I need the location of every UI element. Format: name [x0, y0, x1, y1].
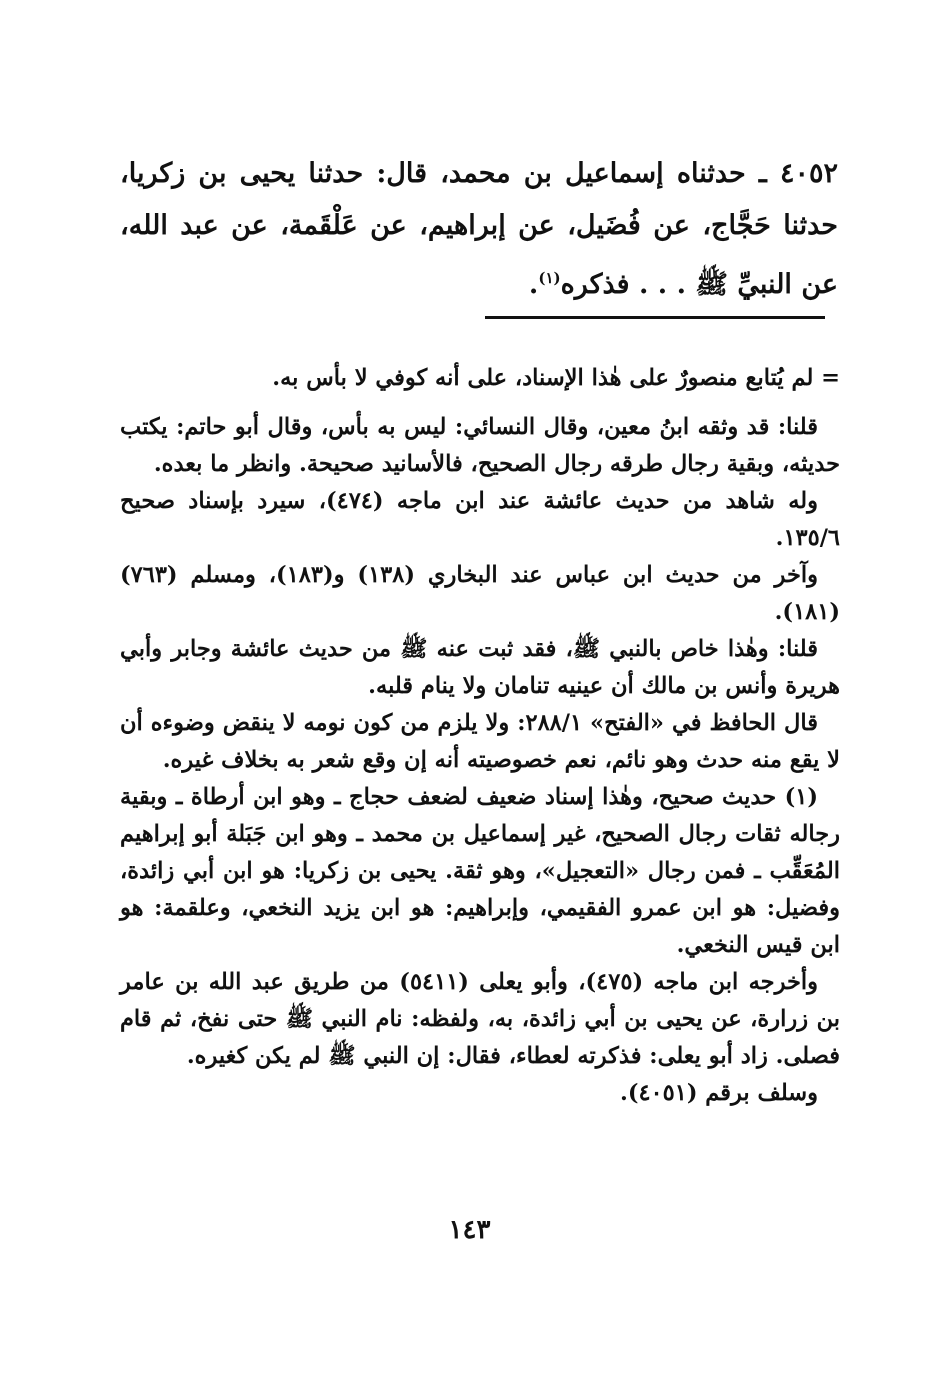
footnote-ref: (١)	[538, 269, 561, 287]
footnote-1: (١) حديث صحيح، وهٰذا إسناد ضعيف لضعف حجاج ـ وهو ابن أرطاة ـ وبقية رجاله ثقات رجال الصحيح، غير إسماعيل بن محمد ـ وهو ابن جَبَلة أبو إبراهيم المُعَقِّب ـ فمن رجال «التعجيل»، وهو ثقة. يحيى بن زكريا: هو ابن أبي زائدة، وفضيل: هو ابن عمرو الفقيمي، وإبراهيم: هو ابن يزيد النخعي، وعلقمة: هو ابن قيس النخعي.	[120, 784, 840, 958]
footnote-paragraph: قلنا: قد وثقه ابنُ معين، وقال النسائي: ليس به بأس، وقال أبو حاتم: يكتب حديثه، وبقية رجال طرقه رجال الصحيح، فالأسانيد صحيحة. وانظر ما بعده.	[120, 414, 840, 477]
footnote-paragraph: وسلف برقم (٤٠٥١).	[619, 1080, 818, 1106]
hadith-text: ٤٠٥٢ ـ حدثناه إسماعيل بن محمد، قال: حدثنا يحيى بن زكريا، حدثنا حَجَّاج، عن فُضَيل، عن إبراهيم، عن عَلْقَمة، عن عبد الله، عن النبيِّ ﷺ . . . فذكره$^{(١)}$.	[120, 158, 838, 300]
footnote-paragraph: وآخر من حديث ابن عباس عند البخاري (١٣٨) و(١٨٣)، ومسلم (٧٦٣) (١٨١).	[120, 562, 840, 625]
footnote-paragraph: وأخرجه ابن ماجه (٤٧٥)، وأبو يعلى (٥٤١١) من طريق عبد الله بن عامر بن زرارة، عن يحيى بن أبي زائدة، به، ولفظه: نام النبي ﷺ حتى نفخ، ثم قام فصلى. زاد أبو يعلى: فذكرته لعطاء، فقال: إن النبي ﷺ لم يكن كغيره.	[120, 969, 840, 1069]
footnote-paragraph: قلنا: وهٰذا خاص بالنبي ﷺ، فقد ثبت عنه ﷺ من حديث عائشة وجابر وأبي هريرة وأنس بن مالك أن عينيه تنامان ولا ينام قلبه.	[120, 636, 840, 699]
footnote-paragraph: قال الحافظ في «الفتح» ٢٨٨/١: ولا يلزم من كون نومه لا ينقض وضوءه أن لا يقع منه حدث وهو نائم، نعم خصوصيته أنه إن وقع شعر به بخلاف غيره.	[120, 710, 840, 773]
footnote-continuation: = لم يُتابع منصورٌ على هٰذا الإسناد، على أنه كوفي لا بأس به.	[272, 365, 840, 391]
footnote-paragraph: وله شاهد من حديث عائشة عند ابن ماجه (٤٧٤)، سيرد بإسناد صحيح ١٣٥/٦.	[120, 488, 840, 551]
hadith-body: ٤٠٥٢ ـ حدثناه إسماعيل بن محمد، قال: حدثنا يحيى بن زكريا، حدثنا حَجَّاج، عن فُضَيل، عن إبراهيم، عن عَلْقَمة، عن عبد الله، عن النبيِّ ﷺ . . . فذكره	[120, 158, 838, 300]
footnotes	[120, 360, 840, 1112]
page-number: ١٤٣	[448, 1215, 491, 1245]
footnote-separator	[485, 316, 825, 319]
